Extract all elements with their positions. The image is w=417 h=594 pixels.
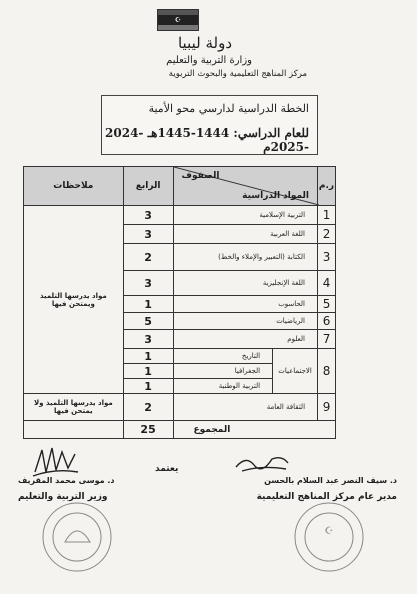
row-index: 4 [318,271,336,296]
row-hours: 3 [123,206,173,225]
row-subject: الثقافة العامة [173,394,318,421]
right-signature-icon [232,447,292,477]
total-empty [24,421,124,439]
row-subject: العلوم [173,330,318,349]
row-hours: 3 [123,330,173,349]
row-subject: اللغة العربية [173,225,318,244]
header-subjects [173,167,318,206]
row-hours: 5 [123,313,173,330]
header-index: ر.م [318,167,336,206]
left-signatory-name: د. موسى محمد المقريف [18,476,115,485]
header-subjects-label: المواد الدراسية [242,191,310,201]
row-hours: 1 [123,379,173,394]
row-subject: الحاسوب [173,296,318,313]
total-label: المجموع [173,421,336,439]
header-fourth: الرابع [123,167,173,206]
row-index: 3 [318,244,336,271]
note-not-examined: مواد يدرسها التلميذ ولا يمتحن فيها [24,394,124,421]
row-index: 8 [318,349,336,394]
row-hours: 1 [123,364,173,379]
row-index: 9 [318,394,336,421]
table-row [24,394,336,421]
row-hours: 1 [123,349,173,364]
letterhead-center: مركز المناهج التعليمية والبحوث التربوية [168,69,307,79]
row-hours: 1 [123,296,173,313]
table-total-row [24,421,336,439]
table-row [24,206,336,225]
row-hours: 3 [123,271,173,296]
document-title: الخطة الدراسية لدارسي محو الأمية [148,102,309,115]
social-label: الاجتماعيات [273,349,318,394]
row-hours: 2 [123,244,173,271]
row-subject: الكتابة (التعبير والإملاء والخط) [173,244,318,271]
social-sub: التاريخ [173,349,273,364]
row-index: 7 [318,330,336,349]
social-sub: الجغرافيا [173,364,273,379]
header-notes: ملاحظات [24,167,124,206]
row-index: 1 [318,206,336,225]
right-signatory-name: د. سيف النصر عبد السلام بالحسن [264,476,397,485]
row-subject: التربية الإسلامية [173,206,318,225]
title-box [101,95,318,155]
svg-text:☪: ☪ [324,526,334,537]
row-subject: اللغة الإنجليزية [173,271,318,296]
study-plan-table [23,166,336,439]
academic-year: للعام الدراسي: 1444-1445هـ -2024 -2025م [105,126,309,154]
row-hours: 2 [123,394,173,421]
header-grades: الصفوف [181,171,220,181]
social-sub: التربية الوطنية [173,379,273,394]
right-stamp-icon [292,500,367,575]
row-index: 5 [318,296,336,313]
approval-label: يعتمد [155,464,179,474]
table-header-row [24,167,336,206]
letterhead-country: دولة ليبيا [177,34,232,52]
row-subject: الرياضيات [173,313,318,330]
left-stamp-icon [40,500,115,575]
right-signatory-title: مدير عام مركز المناهج التعليمية [256,492,397,502]
total-value: 25 [123,421,173,439]
letterhead-ministry: وزارة التربية والتعليم [166,55,252,66]
row-index: 6 [318,313,336,330]
row-index: 2 [318,225,336,244]
row-hours: 3 [123,225,173,244]
note-studied: مواد يدرسها التلميذ ويمتحن فيها [24,206,124,394]
left-signatory-title: وزير التربية والتعليم [18,492,108,502]
libya-flag-icon: ☪ [157,9,199,31]
